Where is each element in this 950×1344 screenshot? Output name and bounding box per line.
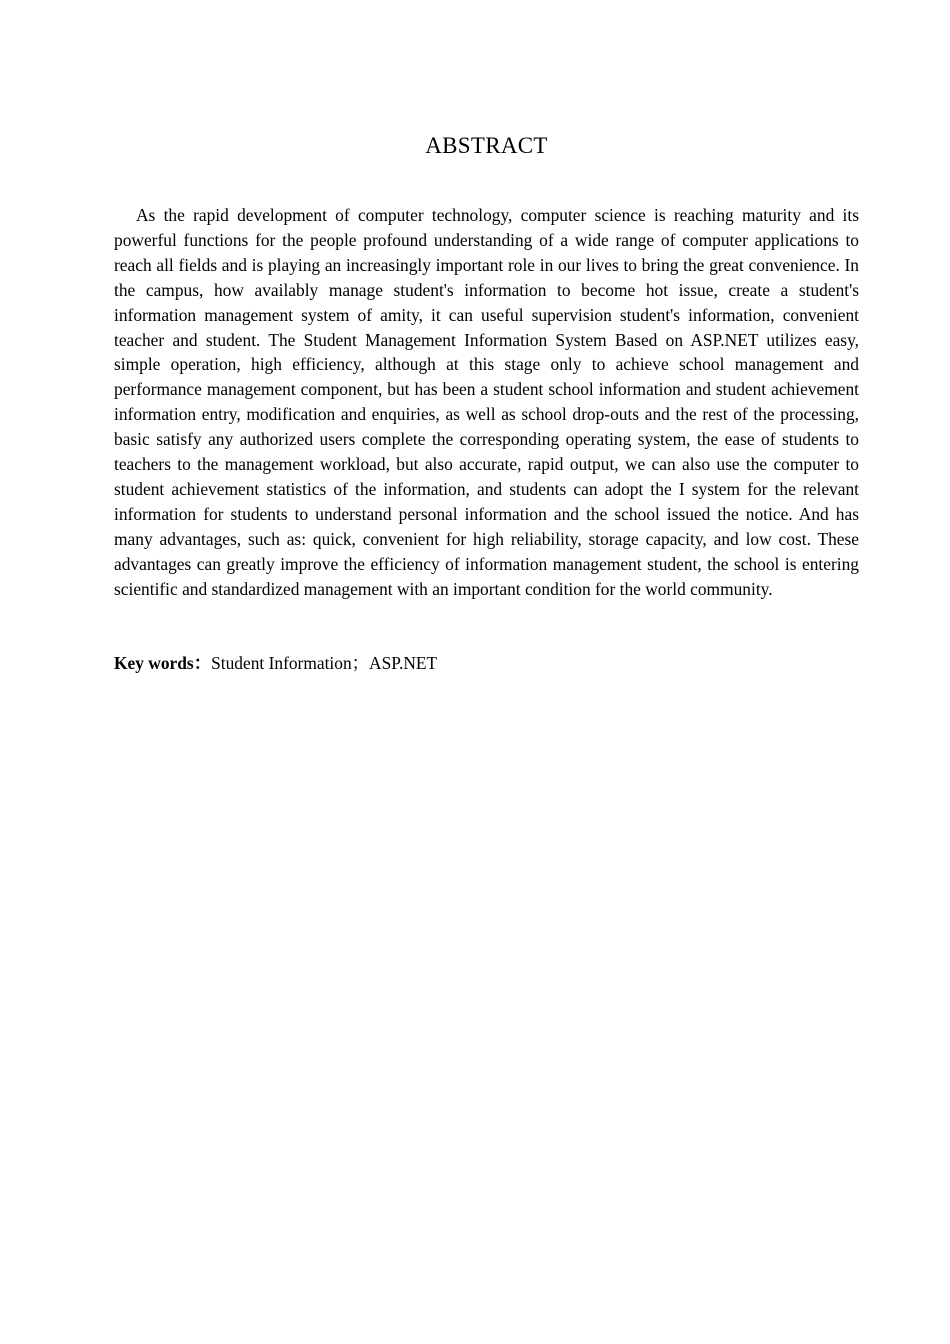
keywords-label: Key words：: [114, 653, 212, 673]
abstract-body: As the rapid development of computer technology, computer science is reaching maturity and its powerful functions for the people profound understanding of a wide range of computer applications to reach all fields and is playing an increasingly important role in our lives to bring the great convenience. In the campus, how availably manage student's information to become hot issue, create a student's information management system of amity, it can useful supervision student's information, convenient teacher and student. The Student Management Information System Based on ASP.NET utilizes easy, simple operation, high efficiency, although at this stage only to achieve school management and performance management component, but has been a student school information and student achievement information entry, modification and enquiries, as well as school drop-outs and the rest of the processing, basic satisfy any authorized users complete the corresponding operating system, the ease of students to teachers to the management workload, but also accurate, rapid output, we can also use the computer to student achievement statistics of the information, and students can adopt the I system for the relevant information for students to understand personal information and the school issued the notice. And has many advantages, such as: quick, convenient for high reliability, storage capacity, and low cost. These advantages can greatly improve the efficiency of information management student, the school is entering scientific and standardized management with an important condition for the world community.: [114, 205, 859, 599]
keywords-value: Student Information；ASP.NET: [211, 653, 438, 673]
keywords-line: [114, 651, 859, 676]
abstract-title: ABSTRACT: [425, 133, 548, 158]
